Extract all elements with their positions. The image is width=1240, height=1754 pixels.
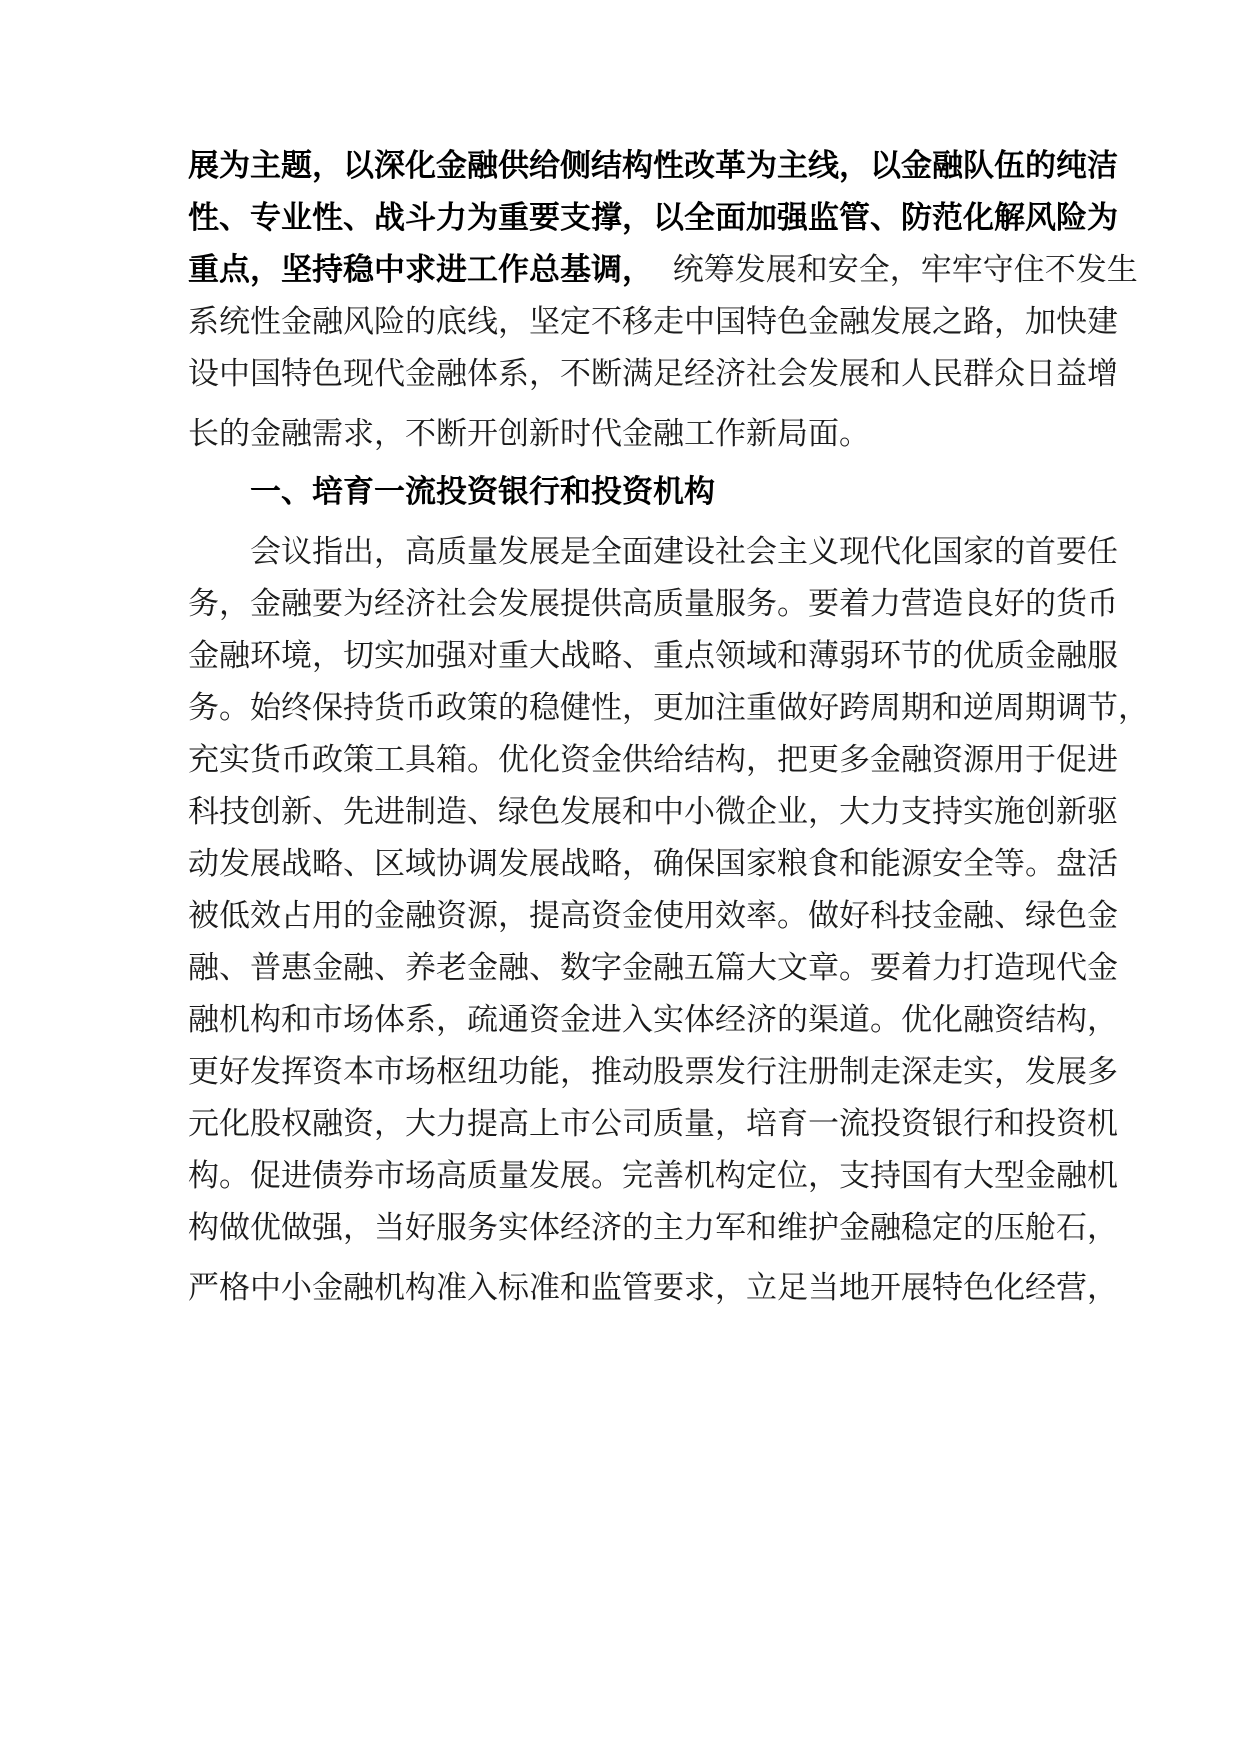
body-line: 融机构和市场体系，疏通资金进入实体经济的渠道。优化融资结构， (188, 1002, 1118, 1038)
intro-line-6 (188, 414, 870, 454)
body-line: 构做优做强，当好服务实体经济的主力军和维护金融稳定的压舱石， (188, 1210, 1118, 1246)
body-line: 被低效占用的金融资源，提高资金使用效率。做好科技金融、绿色金 (188, 898, 1118, 934)
intro-line-1 (188, 146, 1118, 186)
body-line: 科技创新、先进制造、绿色发展和中小微企业，大力支持实施创新驱 (188, 794, 1118, 830)
body-line: 动发展战略、区域协调发展战略，确保国家粮食和能源安全等。盘活 (188, 846, 1118, 882)
intro-line-3 (188, 250, 1138, 290)
body-line: 会议指出，高质量发展是全面建设社会主义现代化国家的首要任 (250, 534, 1118, 570)
section-heading: 一、培育一流投资银行和投资机构 (250, 474, 715, 510)
body-line: 更好发挥资本市场枢纽功能，推动股票发行注册制走深走实，发展多 (188, 1054, 1118, 1090)
intro-line-5 (188, 354, 1118, 394)
body-line: 金融环境，切实加强对重大战略、重点领域和薄弱环节的优质金融服 (188, 638, 1118, 674)
body-line: 务，金融要为经济社会发展提供高质量服务。要着力营造良好的货币 (188, 586, 1118, 622)
body-line: 元化股权融资，大力提高上市公司质量，培育一流投资银行和投资机 (188, 1106, 1118, 1142)
intro-line-2 (188, 198, 1118, 238)
body-line: 融、普惠金融、养老金融、数字金融五篇大文章。要着力打造现代金 (188, 950, 1118, 986)
intro-line-bold: 重点，坚持稳中求进工作总基调， (188, 252, 653, 288)
intro-line-normal: 长的金融需求，不断开创新时代金融工作新局面。 (188, 416, 870, 452)
body-line: 充实货币政策工具箱。优化资金供给结构，把更多金融资源用于促进 (188, 742, 1118, 778)
intro-line-normal: 系统性金融风险的底线，坚定不移走中国特色金融发展之路，加快建 (188, 304, 1118, 340)
body-line: 务。始终保持货币政策的稳健性，更加注重做好跨周期和逆周期调节， (188, 690, 1149, 726)
intro-line-bold: 性、专业性、战斗力为重要支撑，以全面加强监管、防范化解风险为 (188, 200, 1118, 236)
intro-line-normal: 设中国特色现代金融体系，不断满足经济社会发展和人民群众日益增 (188, 356, 1118, 392)
intro-line-4 (188, 302, 1118, 342)
intro-line-bold: 展为主题，以深化金融供给侧结构性改革为主线，以金融队伍的纯洁 (188, 148, 1118, 184)
body-line: 严格中小金融机构准入标准和监管要求，立足当地开展特色化经营， (188, 1270, 1118, 1306)
intro-line-normal: 统筹发展和安全，牢牢守住不发生 (653, 252, 1138, 288)
body-line: 构。促进债券市场高质量发展。完善机构定位，支持国有大型金融机 (188, 1158, 1118, 1194)
